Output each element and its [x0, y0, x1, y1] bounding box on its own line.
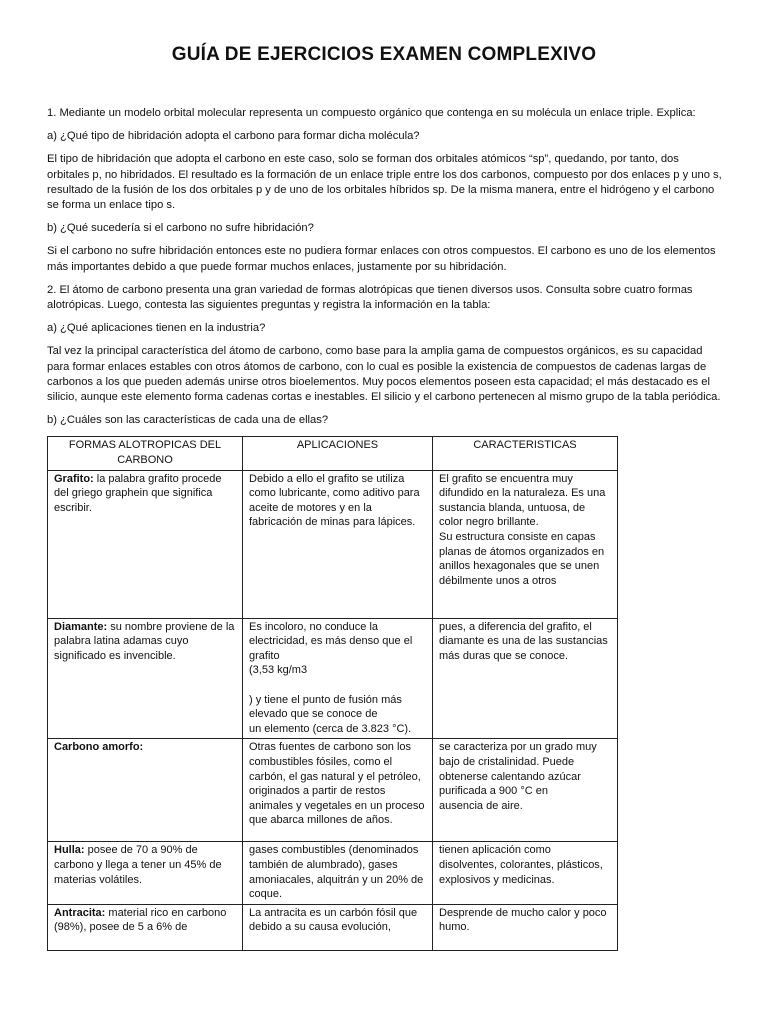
- form-cell: [48, 904, 243, 950]
- form-name: Grafito:: [54, 472, 94, 485]
- table-row: [48, 904, 618, 950]
- form-description: su nombre proviene de la palabra latina adamas cuyo significado es invencible.: [54, 620, 235, 662]
- form-description: posee de 70 a 90% de carbono y llega a tener un 45% de materias volátiles.: [54, 844, 222, 886]
- question-2b: b) ¿Cuáles son las características de cada una de ellas?: [47, 414, 329, 427]
- form-name: Antracita:: [54, 906, 106, 919]
- document-title: GUÍA DE EJERCICIOS EXAMEN COMPLEXIVO: [171, 44, 597, 65]
- applications-cell: La antracita es un carbón fósil que debido a su causa evolución,: [243, 904, 433, 950]
- question-1b: b) ¿Qué sucedería si el carbono no sufre hibridación?: [47, 222, 314, 235]
- form-description: la palabra grafito procede del griego graphein que significa escribir.: [54, 472, 222, 514]
- form-cell: [48, 842, 243, 904]
- table-row: [48, 618, 618, 739]
- table-row: [48, 470, 618, 618]
- answer-1b: Si el carbono no sufre hibridación entonces este no pudiera formar enlaces con otros compuestos. El carbono es uno de los elementos más importantes debido a que puede formar muchos enlaces, justamente por su hibridación.: [47, 245, 716, 273]
- applications-cell: Debido a ello el grafito se utiliza como lubricante, como aditivo para aceite de motores y en la fabricación de minas para lápices.: [243, 470, 433, 618]
- form-cell: [48, 470, 243, 618]
- column-header-forms: FORMAS ALOTROPICAS DEL CARBONO: [48, 437, 243, 470]
- allotropes-table: [47, 436, 618, 950]
- question-1a: a) ¿Qué tipo de hibridación adopta el carbono para formar dicha molécula?: [47, 130, 420, 143]
- column-header-applications: APLICACIONES: [243, 437, 433, 470]
- column-header-characteristics: CARACTERISTICAS: [433, 437, 618, 470]
- form-cell: [48, 739, 243, 842]
- form-name: Carbono amorfo:: [54, 741, 144, 754]
- table-row: [48, 842, 618, 904]
- applications-cell: gases combustibles (denominados también de alumbrado), gases amoniacales, alquitrán y un 20% de coque.: [243, 842, 433, 904]
- question-2: 2. El átomo de carbono presenta una gran variedad de formas alotrópicas que tienen diversos usos. Consulta sobre cuatro formas alotrópicas. Luego, contesta las siguientes preguntas y registra la información en la tabla:: [47, 283, 693, 312]
- applications-cell: Es incoloro, no conduce la electricidad, es más denso que el grafito (3,53 kg/m3 ) y tiene el punto de fusión más elevado que se conoce de un elemento (cerca de 3.823 °C).: [243, 618, 433, 739]
- characteristics-cell: se caracteriza por un grado muy bajo de cristalinidad. Puede obtenerse calentando azúcar purificada a 900 °C en ausencia de aire.: [433, 739, 618, 842]
- table-row: [48, 739, 618, 842]
- characteristics-cell: pues, a diferencia del grafito, el diamante es una de las sustancias más duras que se conoce.: [433, 618, 618, 739]
- question-2a: a) ¿Qué aplicaciones tienen en la industria?: [47, 322, 266, 335]
- characteristics-cell: El grafito se encuentra muy difundido en la naturaleza. Es una sustancia blanda, untuosa, de color negro brillante. Su estructura consiste en capas planas de átomos organizados en anillos hexagonales que se unen débilmente unos a otros: [433, 470, 618, 618]
- characteristics-cell: tienen aplicación como disolventes, colorantes, plásticos, explosivos y medicinas.: [433, 842, 618, 904]
- form-name: Diamante:: [54, 620, 108, 633]
- form-cell: [48, 618, 243, 739]
- answer-2a: Tal vez la principal característica del átomo de carbono, como base para la amplia gama de compuestos orgánicos, es su capacidad para formar enlaces estables con otros átomos de carbono, con lo cual es posible la existencia de compuestos de cadenas largas de carbonos a los que pueden además unirse otros bioelementos. Muy pocos elementos poseen esta capacidad; el más destacado es el silicio, aunque este elemento forma cadenas cortas e inestables. El silicio y el carbono pertenecen al mismo grupo de la tabla periódica.: [47, 345, 721, 404]
- form-name: Hulla:: [54, 844, 85, 857]
- answer-1a: El tipo de hibridación que adopta el carbono en este caso, solo se forman dos orbitales atómicos “sp”, quedando, por tanto, dos orbitales p, no hibridados. El resultado es la formación de un enlace triple entre los dos carbonos, compuesto por dos enlaces p y uno s, resultado de la fusión de los dos orbitales p y de uno de los orbitales híbridos sp. De la misma manera, entre el hidrógeno y el carbono se forma un enlace tipo s.: [47, 153, 722, 212]
- question-1: 1. Mediante un modelo orbital molecular representa un compuesto orgánico que contenga en su molécula un enlace triple. Explica:: [47, 107, 696, 119]
- document-body: [47, 106, 722, 951]
- table-header-row: [48, 437, 618, 470]
- form-description: material rico en carbono (98%), posee de 5 a 6% de: [54, 906, 227, 934]
- applications-cell: Otras fuentes de carbono son los combustibles fósiles, como el carbón, el gas natural y el petróleo, originados a partir de restos animales y vegetales en un proceso que abarca millones de años.: [243, 739, 433, 842]
- characteristics-cell: Desprende de mucho calor y poco humo.: [433, 904, 618, 950]
